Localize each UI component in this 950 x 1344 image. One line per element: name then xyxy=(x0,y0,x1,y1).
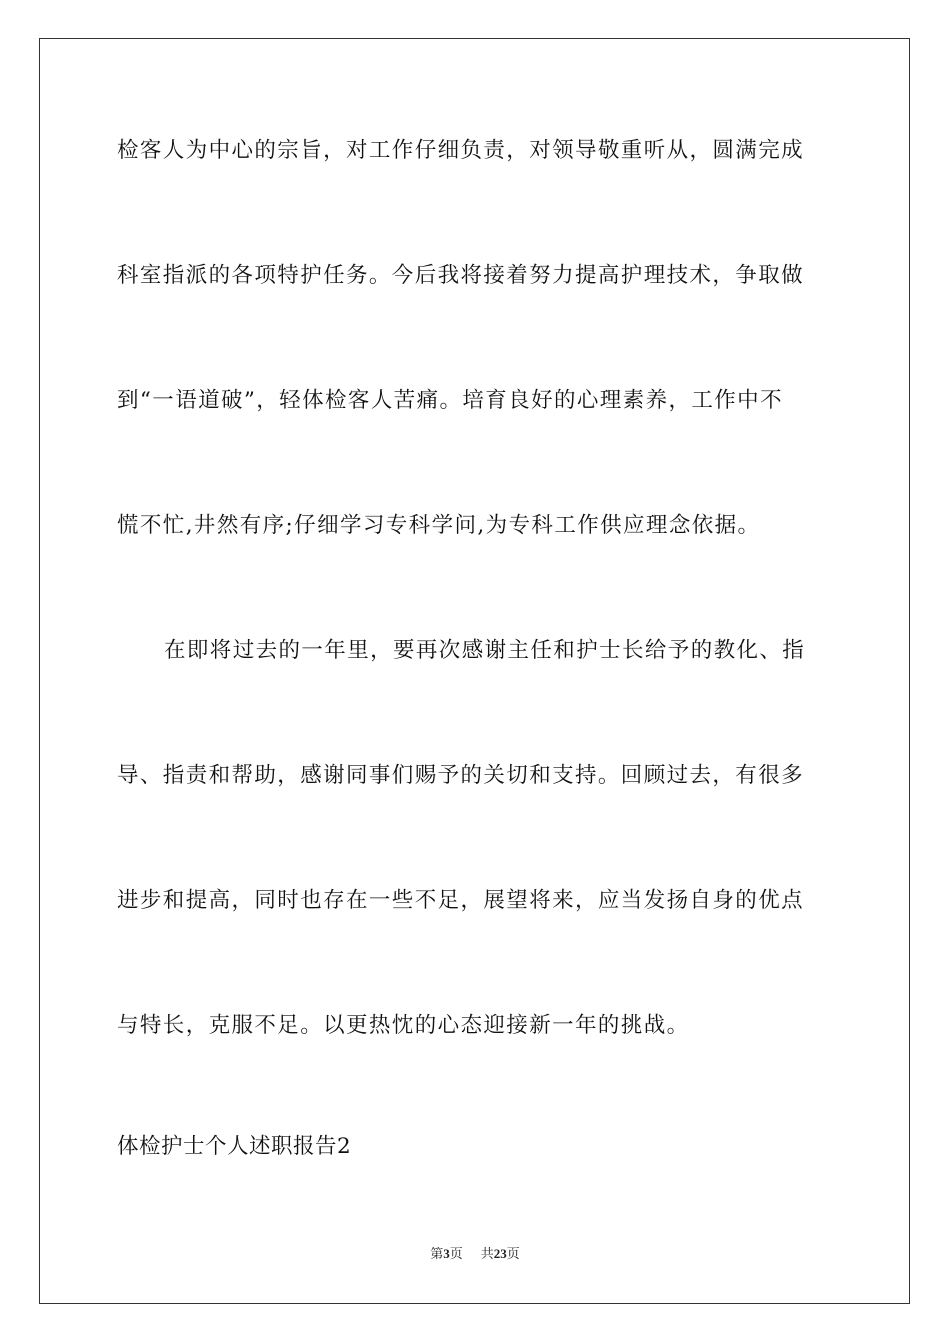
section-heading: 体检护士个人述职报告2 xyxy=(117,1134,352,1159)
page-footer xyxy=(0,1245,950,1263)
body-line-3: 到“一语道破”，轻体检客人苦痛。培育良好的心理素养，工作中不 xyxy=(117,388,783,413)
page-suffix: 页 xyxy=(449,1246,463,1261)
total-pages: 23 xyxy=(493,1246,507,1261)
body-line-5: 在即将过去的一年里，要再次感谢主任和护士长给予的教化、指 xyxy=(164,638,806,663)
page-prefix: 第 xyxy=(430,1246,444,1261)
page-number: 3 xyxy=(443,1246,450,1261)
body-line-4: 慌不忙,井然有序;仔细学习专科学问,为专科工作供应理念依据。 xyxy=(117,513,761,538)
total-suffix: 页 xyxy=(506,1246,520,1261)
body-line-2: 科室指派的各项特护任务。今后我将接着努力提高护理技术，争取做 xyxy=(117,263,805,288)
body-line-6: 导、指责和帮助，感谢同事们赐予的关切和支持。回顾过去，有很多 xyxy=(117,763,805,788)
body-line-8: 与特长，克服不足。以更热忱的心态迎接新一年的挑战。 xyxy=(117,1013,690,1038)
body-line-1: 检客人为中心的宗旨，对工作仔细负责，对领导敬重听从，圆满完成 xyxy=(117,138,805,163)
body-line-7: 进步和提高，同时也存在一些不足，展望将来，应当发扬自身的优点 xyxy=(117,888,805,913)
page-border xyxy=(39,38,910,1304)
total-prefix: 共 xyxy=(480,1246,494,1261)
